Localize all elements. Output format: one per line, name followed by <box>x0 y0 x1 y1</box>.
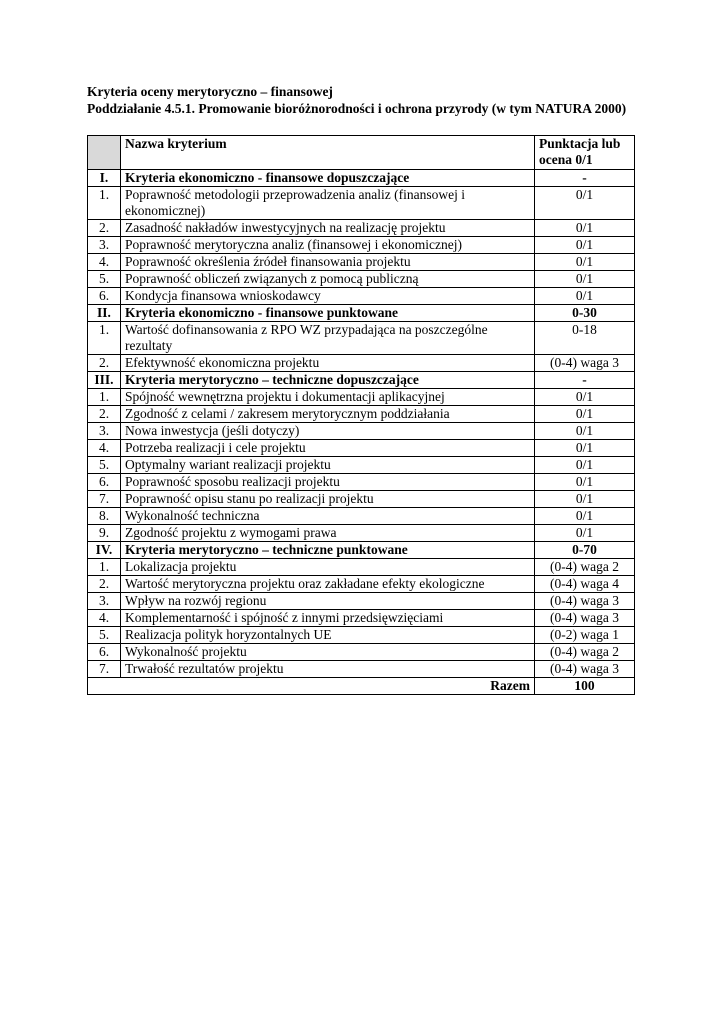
table-row <box>88 576 635 593</box>
criterion-score: 0/1 <box>535 525 635 542</box>
criterion-name: Poprawność określenia źródeł finansowania projektu <box>121 254 535 271</box>
criterion-score: 0/1 <box>535 491 635 508</box>
table-row <box>88 440 635 457</box>
criterion-score: (0-4) waga 3 <box>535 661 635 678</box>
table-row <box>88 254 635 271</box>
section-row <box>88 372 635 389</box>
criterion-num: 3. <box>88 237 121 254</box>
table-row <box>88 644 635 661</box>
table-row <box>88 355 635 372</box>
criterion-score: 0/1 <box>535 237 635 254</box>
criterion-name: Zgodność z celami / zakresem merytorycznym poddziałania <box>121 406 535 423</box>
criteria-table <box>87 135 635 695</box>
criterion-name: Wykonalność projektu <box>121 644 535 661</box>
criterion-name: Lokalizacja projektu <box>121 559 535 576</box>
section-name: Kryteria merytoryczno – techniczne dopuszczające <box>121 372 535 389</box>
header-name: Nazwa kryterium <box>121 136 535 170</box>
header-num <box>88 136 121 170</box>
section-num: I. <box>88 170 121 187</box>
table-header-row <box>88 136 635 170</box>
criterion-num: 1. <box>88 322 121 355</box>
section-name: Kryteria merytoryczno – techniczne punktowane <box>121 542 535 559</box>
section-row <box>88 305 635 322</box>
criterion-num: 3. <box>88 423 121 440</box>
criterion-score: 0/1 <box>535 288 635 305</box>
section-score: - <box>535 170 635 187</box>
criterion-num: 1. <box>88 389 121 406</box>
criterion-name: Poprawność sposobu realizacji projektu <box>121 474 535 491</box>
criterion-score: 0/1 <box>535 474 635 491</box>
section-num: IV. <box>88 542 121 559</box>
table-body <box>88 170 635 695</box>
criterion-score: 0/1 <box>535 220 635 237</box>
criterion-num: 4. <box>88 254 121 271</box>
document-title: Kryteria oceny merytoryczno – finansowej <box>87 84 333 99</box>
table-row <box>88 593 635 610</box>
criterion-num: 2. <box>88 220 121 237</box>
document-subtitle: Poddziałanie 4.5.1. Promowanie bioróżnorodności i ochrona przyrody (w tym NATURA 2000) <box>87 101 627 116</box>
table-row <box>88 610 635 627</box>
table-row <box>88 627 635 644</box>
table-row <box>88 661 635 678</box>
criterion-num: 4. <box>88 440 121 457</box>
criterion-num: 7. <box>88 661 121 678</box>
section-name: Kryteria ekonomiczno - finansowe dopuszczające <box>121 170 535 187</box>
criterion-name: Wpływ na rozwój regionu <box>121 593 535 610</box>
header-score: Punktacja lub ocena 0/1 <box>535 136 635 170</box>
criterion-name: Poprawność metodologii przeprowadzenia analiz (finansowej i ekonomicznej) <box>121 187 535 220</box>
section-score: 0-30 <box>535 305 635 322</box>
table-row <box>88 559 635 576</box>
table-row <box>88 508 635 525</box>
section-score: - <box>535 372 635 389</box>
criterion-num: 5. <box>88 271 121 288</box>
table-row <box>88 525 635 542</box>
section-score: 0-70 <box>535 542 635 559</box>
criterion-num: 3. <box>88 593 121 610</box>
table-row <box>88 322 635 355</box>
criterion-score: (0-4) waga 3 <box>535 610 635 627</box>
criterion-score: (0-4) waga 3 <box>535 593 635 610</box>
criterion-num: 2. <box>88 576 121 593</box>
criterion-score: 0/1 <box>535 187 635 220</box>
criterion-num: 6. <box>88 474 121 491</box>
total-row <box>88 678 635 695</box>
criterion-name: Optymalny wariant realizacji projektu <box>121 457 535 474</box>
table-row <box>88 237 635 254</box>
table-row <box>88 187 635 220</box>
criterion-num: 4. <box>88 610 121 627</box>
criterion-score: (0-2) waga 1 <box>535 627 635 644</box>
criterion-name: Potrzeba realizacji i cele projektu <box>121 440 535 457</box>
criterion-num: 8. <box>88 508 121 525</box>
criterion-name: Efektywność ekonomiczna projektu <box>121 355 535 372</box>
criterion-num: 6. <box>88 644 121 661</box>
criterion-name: Poprawność opisu stanu po realizacji projektu <box>121 491 535 508</box>
criterion-score: (0-4) waga 2 <box>535 644 635 661</box>
table-row <box>88 457 635 474</box>
table-row <box>88 423 635 440</box>
criterion-score: 0-18 <box>535 322 635 355</box>
criterion-num: 5. <box>88 457 121 474</box>
table-row <box>88 271 635 288</box>
total-label: Razem <box>88 678 535 695</box>
section-name: Kryteria ekonomiczno - finansowe punktowane <box>121 305 535 322</box>
criterion-num: 7. <box>88 491 121 508</box>
section-num: II. <box>88 305 121 322</box>
criterion-score: (0-4) waga 3 <box>535 355 635 372</box>
criterion-name: Wykonalność techniczna <box>121 508 535 525</box>
criterion-num: 5. <box>88 627 121 644</box>
criterion-name: Trwałość rezultatów projektu <box>121 661 535 678</box>
table-row <box>88 288 635 305</box>
criterion-name: Spójność wewnętrzna projektu i dokumentacji aplikacyjnej <box>121 389 535 406</box>
criterion-score: 0/1 <box>535 440 635 457</box>
section-num: III. <box>88 372 121 389</box>
criterion-name: Poprawność obliczeń związanych z pomocą publiczną <box>121 271 535 288</box>
criterion-name: Wartość dofinansowania z RPO WZ przypadająca na poszczególne rezultaty <box>121 322 535 355</box>
criterion-score: 0/1 <box>535 457 635 474</box>
criterion-num: 2. <box>88 355 121 372</box>
criterion-name: Komplementarność i spójność z innymi przedsięwzięciami <box>121 610 535 627</box>
total-value: 100 <box>535 678 635 695</box>
document <box>87 83 635 695</box>
criterion-name: Zgodność projektu z wymogami prawa <box>121 525 535 542</box>
section-row <box>88 170 635 187</box>
criterion-score: 0/1 <box>535 423 635 440</box>
criterion-score: 0/1 <box>535 271 635 288</box>
criterion-name: Poprawność merytoryczna analiz (finansowej i ekonomicznej) <box>121 237 535 254</box>
table-row <box>88 406 635 423</box>
criterion-num: 1. <box>88 187 121 220</box>
criterion-score: (0-4) waga 4 <box>535 576 635 593</box>
table-row <box>88 389 635 406</box>
criterion-score: (0-4) waga 2 <box>535 559 635 576</box>
table-row <box>88 491 635 508</box>
criterion-score: 0/1 <box>535 389 635 406</box>
criterion-num: 6. <box>88 288 121 305</box>
criterion-name: Zasadność nakładów inwestycyjnych na realizację projektu <box>121 220 535 237</box>
criterion-num: 1. <box>88 559 121 576</box>
criterion-name: Nowa inwestycja (jeśli dotyczy) <box>121 423 535 440</box>
table-row <box>88 220 635 237</box>
criterion-num: 2. <box>88 406 121 423</box>
criterion-score: 0/1 <box>535 254 635 271</box>
criterion-name: Realizacja polityk horyzontalnych UE <box>121 627 535 644</box>
criterion-name: Kondycja finansowa wnioskodawcy <box>121 288 535 305</box>
criterion-num: 9. <box>88 525 121 542</box>
section-row <box>88 542 635 559</box>
criterion-score: 0/1 <box>535 406 635 423</box>
table-row <box>88 474 635 491</box>
criterion-name: Wartość merytoryczna projektu oraz zakładane efekty ekologiczne <box>121 576 535 593</box>
criterion-score: 0/1 <box>535 508 635 525</box>
